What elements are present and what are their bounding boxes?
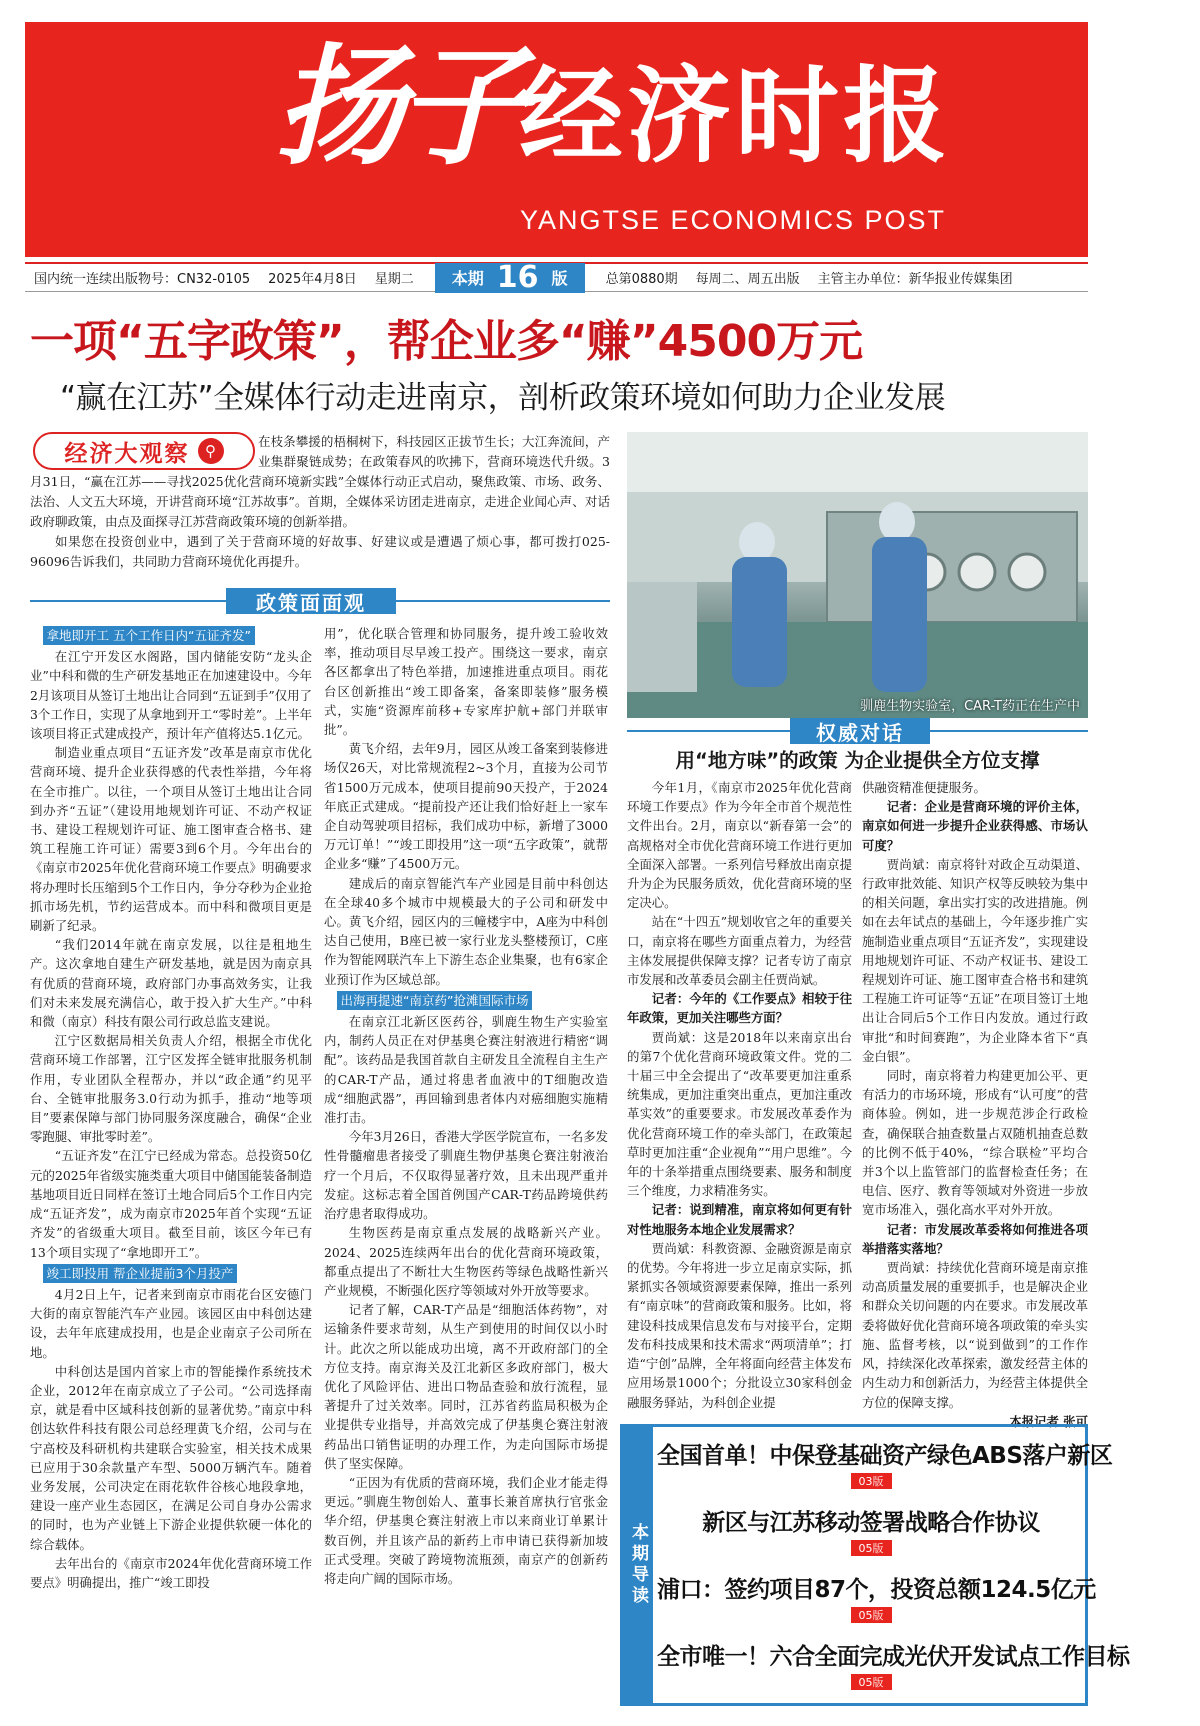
interview-answer: 贾尚斌：持续优化营商环境是南京推动高质量发展的重要抓手，也是解决企业和群众关切问题的内在要求。市发展改革委将做好优化营商环境各项政策的牵头实施、监督考核，以“说到做到”的工作作风，持续深化改革探索，激发经营主体的内生动力和创新活力，为经营主体提供全方位的保障支撑。 (862, 1260, 1088, 1410)
guide-page-tag: 05版 (851, 1607, 892, 1623)
interview-answer: 贾尚斌：科教资源、金融资源是南京的优势。今年将进一步立足南京实际，抓紧抓实各领域资源要素保障，推出一系列有“南京味”的营商政策和服务。比如，将建设科技成果信息发布与对接平台，定期发布科技成果和技术需求“两项清单”；打造“宁创”品牌，全年将面向经营主体发布应用场景1000个；分批设立30家科创金融服务驿站，为科创企业提 (627, 1240, 852, 1410)
interview-paragraph: 今年1月，《南京市2025年优化营商环境工作要点》作为今年全市首个规范性文件出台。2月，南京以“新春第一会”的高规格对全市优化营商环境工作进行更加全面深入部署。一系列信号释放出南京提升为企为民服务质效，优化营商环境的坚定决心。 (627, 780, 852, 911)
article-paragraph: 记者了解，CAR-T产品是“细胞活体药物”，对运输条件要求苛刻，从生产到使用的时间仅以小时计。此次之所以能成功出境，离不开政府部门的全方位支持。南京海关及江北新区多政府部门，极大优化了风险评估、进出口物品查验和放行流程，显著提升了过关效率。同时，江苏省药监局积极为企业提供专业指导，并高效完成了伊基奥仑赛注射液药品出口销售证明的办理工作，为走向国际市场提供了坚实保障。 (324, 1302, 608, 1471)
guide-page-tag: 05版 (851, 1674, 892, 1690)
interview-answer: 贾尚斌：南京将针对政企互动渠道、行政审批效能、知识产权等反映较为集中的相关问题，拿出实打实的改进措施。例如在去年试点的基础上，今年逐步推广实施制造业重点项目“五证齐发”，实现建设用地规划许可证、不动产权证书、建设工程规划许可证、施工图审查合格书和建筑工程施工许可证等“五证”在项目签订土地出让合同后5个工作日内发放。通过行政审批“和时间赛跑”，为企业降本省下“真金白银”。 (862, 856, 1088, 1064)
newspaper-logo: 扬子经济时报 (275, 30, 952, 183)
section-banner-policy: 政策面面观 (226, 588, 396, 614)
guide-tab: 本期导读 (623, 1427, 653, 1703)
article-paragraph: 4月2日上午，记者来到南京市雨花台区安德门大街的南京智能汽车产业园。该园区由中科创达建设，去年年底建成投用，也是企业南京子公司所在地。 (30, 1286, 312, 1360)
article-paragraph: 建成后的南京智能汽车产业园是目前中科创达在全球40多个城市中规模最大的子公司和研发中心。黄飞介绍，园区内的三幢楼宇中，A座为中科创达自己使用，B座已被一家行业龙头整楼预订，C座作为智能网联汽车上下游生态企业集聚，也有6家企业预订作为区域总部。 (324, 875, 608, 987)
article-paragraph: “正因为有优质的营商环境，我们企业才能走得更远。”驯鹿生物创始人、董事长兼首席执行官张金华介绍，伊基奥仑赛注射液上市以来商业订单累计数百例，并且该产品的新药上市申请已获得新加坡正式受理。突破了跨境物流瓶颈，南京产的创新药将走向广阔的国际市场。 (324, 1474, 608, 1586)
article-paragraph: 黄飞介绍，去年9月，园区从竣工备案到装修进场仅26天，对比常规流程2~3个月，直接为公司节省1500万元成本，使项目提前90天投产，于2024年底正式建成。“提前投产还让我们恰好赶上一家车企自动驾驶项目招标，我们成功中标，新增了3000万元订单！”“竣工即投用”这一项“五字政策”，就帮企业多“赚”了4500万元。 (324, 741, 608, 872)
interview-paragraph: 供融资精准便捷服务。 (862, 780, 986, 795)
interview-column-2 (862, 778, 1088, 1429)
frequency: 每周二、周五出版 (695, 272, 800, 287)
issue-total: 总第0880期 (605, 272, 678, 287)
intro-paragraph: 在枝条攀援的梧桐树下，科技园区正拔节生长；大江奔流间，产业集群聚链成势；在政策春风的吹拂下，营商环境迭代升级。3月31日，“赢在江苏——寻找2025优化营商环境新实践”全媒体行动正式启动，聚焦政策、市场、政务、法治、人文五大环境，开讲营商环境“江苏故事”。首期，全媒体采访团走进南京，走进企业闻心声、对话政府聊政策，由点及面探寻江苏营商政策环境的创新举措。 (30, 434, 610, 529)
article-paragraph: 江宁区数据局相关负责人介绍，根据全市优化营商环境工作部署，江宁区发挥全链审批服务机制作用，专业团队全程帮办，并以“政企通”约见平台、全链审批服务3.0行动为抓手，推动“地等项目”要素保障与部门协同服务深度融合，确保“企业零跑腿、审批零时差”。 (30, 1033, 312, 1145)
article-paragraph: 生物医药是南京重点发展的战略新兴产业。2024、2025连续两年出台的优化营商环境政策，都重点提出了不断壮大生物医药等绿色战略性新兴产业规模，不断强化医疗等领域对外开放等要求。 (324, 1225, 608, 1298)
article-subtitle: 竣工即投用 帮企业提前3个月投产 (43, 1264, 238, 1283)
guide-headline: 新区与江苏移动签署战略合作协议 (702, 1510, 1040, 1536)
interview-question: 记者：今年的《工作要点》相较于往年政策，更加关注哪些方面？ (627, 991, 852, 1026)
guide-headline: 全市唯一！六合全面完成光伏开发试点工作目标 (657, 1644, 1130, 1670)
page-count-box: 本期 16 版 (435, 263, 585, 293)
interview-paragraph: 站在“十四五”规划收官之年的重要关口，南京将在哪些方面重点着力，为经营主体发展提供保障支撑？记者专访了南京市发展和改革委员会副主任贾尚斌。 (627, 914, 852, 988)
article-paragraph: 今年3月26日，香港大学医学院宣布，一名多发性骨髓瘤患者接受了驯鹿生物伊基奥仑赛注射液治疗一个月后，不仅取得显著疗效，且未出现严重并发症。这标志着全国首例国产CAR-T药品跨境供药治疗患者取得成功。 (324, 1129, 608, 1222)
lab-photo-illustration (627, 432, 1088, 718)
weekday: 星期二 (374, 272, 414, 287)
interview-question: 记者：说到精准，南京将如何更有针对性地服务本地企业发展需求？ (627, 1202, 852, 1237)
section-banner-authority: 权威对话 (790, 718, 930, 744)
intro-paragraph: 如果您在投资创业中，遇到了关于营商环境的好故事、好建议或是遭遇了烦心事，都可拨打025-96096告诉我们，共同助力营商环境优化再提升。 (30, 534, 610, 569)
search-icon: ⚲ (198, 438, 224, 464)
article-paragraph: 制造业重点项目“五证齐发”改革是南京市优化营商环境、提升企业获得感的代表性举措，今年将在全市推广。以往，一个项目从签订土地出让合同到办齐“五证”（建设用地规划许可证、不动产权证书、建设工程规划许可证、施工图审查合格书、建筑工程施工许可证）需要3到6个月。今年出台的《南京市2025年优化营商环境工作要点》明确要求将办理时长压缩到5个工作日内，争分夺秒为企业抢抓市场先机，节约运营成本。而中科和微项目更是刷新了纪录。 (30, 745, 312, 934)
article-column-1 (30, 624, 312, 1714)
article-paragraph: “我们2014年就在南京发展，以往是租地生产。这次拿地自建生产研发基地，就是因为南京具有优质的营商环境，政府部门办事高效务实，让我们对未来发展充满信心，敢于投入扩大生产。”中科和微（南京）科技有限公司行政总监支建说。 (30, 937, 312, 1030)
guide-headline: 浦口：签约项目87个，投资总额124.5亿元 (657, 1577, 1096, 1603)
main-headline: 一项“五字政策”，帮企业多“赚”4500万元 (30, 316, 863, 367)
interview-column-1 (627, 778, 852, 1418)
guide-headline: 全国首单！中保登基础资产绿色ABS落户新区 (657, 1443, 1113, 1469)
interview-paragraph: 同时，南京将着力构建更加公平、更有活力的市场环境，形成有“认可度”的营商体验。例如，进一步规范涉企行政检查，确保联合抽查数量占双随机抽查总数的比例不低于40%，“综合联检”平均合并3个以上监管部门的监督检查任务；在电信、医疗、教育等领域对外资进一步放宽市场准入，强化高水平对外开放。 (862, 1068, 1088, 1218)
interview-question: 记者：市发展改革委将如何推进各项举措落实落地？ (862, 1221, 1088, 1256)
article-paragraph: 中科创达是国内首家上市的智能操作系统技术企业，2012年在南京成立了子公司。“公司选择南京，就是看中区域科技创新的显著优势。”南京中科创达软件科技有限公司总经理黄飞介绍，公司与在宁高校及科研机构共建联合实验室，相关技术成果已应用于30余款量产车型、5000万辆汽车。随着业务发展，公司决定在雨花软件谷核心地段拿地，建设一座产业生态园区，在满足公司自身办公需求的同时，也为产业链上下游企业提供软硬一体化的综合载体。 (30, 1363, 312, 1552)
article-paragraph: 用”，优化联合管理和协同服务，提升竣工验收效率，推动项目尽早竣工投产。围绕这一要求，南京各区都拿出了特色举措，加速推进重点项目。雨花台区创新推出“竣工即备案，备案即装修”服务模式，实施“资源库前移+专家库护航+部门并联审批”。 (324, 626, 608, 738)
guide-item[interactable] (657, 1571, 1096, 1623)
article-paragraph: 去年出台的《南京市2024年优化营商环境工作要点》明确提出，推广“竣工即投 (30, 1555, 312, 1590)
interview-question: 记者：企业是营商环境的评价主体，南京如何进一步提升企业获得感、市场认可度？ (862, 799, 1088, 853)
sponsor: 主管主办单位：新华报业传媒集团 (817, 272, 1013, 287)
column-badge-label: 经济大观察 (64, 440, 190, 467)
issue-date: 2025年4月8日 (268, 272, 357, 287)
article-paragraph: “五证齐发”在江宁已经成为常态。总投资50亿元的2025年省级实施类重大项目中储国能装备制造基地项目近日同样在签订土地合同后5个工作日内完成“五证齐发”，成为南京市2025年首个实现“五证齐发”的省级重大项目。截至目前，该区今年已有13个项目实现了“拿地即开工”。 (30, 1148, 312, 1260)
column-badge (33, 432, 255, 470)
byline: 本报记者 张可 (1009, 1413, 1088, 1429)
photo-caption: 驯鹿生物实验室，CAR-T药正在生产中 (860, 699, 1080, 714)
issue-info-bar (25, 260, 1088, 295)
guide-page-tag: 03版 (851, 1473, 892, 1489)
sub-headline: “赢在江苏”全媒体行动走进南京，剖析政策环境如何助力企业发展 (60, 380, 946, 416)
article-subtitle: 拿地即开工 五个工作日内“五证齐发” (43, 626, 255, 645)
interview-title: 用“地方味”的政策 为企业提供全方位支撑 (675, 749, 1040, 772)
lab-photo (627, 432, 1088, 718)
publication-number: 国内统一连续出版物号：CN32-0105 (34, 272, 251, 287)
masthead (25, 22, 1088, 257)
guide-item[interactable] (657, 1504, 1085, 1556)
guide-item[interactable] (657, 1437, 1113, 1489)
issue-guide-box (620, 1424, 1130, 1706)
interview-answer: 贾尚斌：这是2018年以来南京出台的第7个优化营商环境政策文件。党的二十届三中全会提出了“改革要更加注重系统集成，更加注重突出重点，更加注重改革实效”的重要要求。市发展改革委作为优化营商环境工作的牵头部门，在政策起草时更加注重“企业视角”“用户思维”。今年的十条举措重点围绕要素、服务和制度三个维度，力求精准务实。 (627, 1029, 852, 1199)
guide-page-tag: 05版 (851, 1540, 892, 1556)
guide-item[interactable] (657, 1638, 1130, 1690)
article-paragraph: 在江宁开发区水阁路，国内储能安防“龙头企业”中科和微的生产研发基地正在加速建设中。今年2月该项目从签订土地出让合同到“五证到手”仅用了3个工作日，实现了从拿地到开工“零时差”。上半年该项目将正式建成投产，预计年产值将达5.1亿元。 (30, 649, 312, 742)
newspaper-english-name: YANGTSE ECONOMICS POST (520, 205, 947, 235)
article-column-2 (324, 624, 608, 1714)
article-subtitle: 出海再提速“南京药”抢滩国际市场 (337, 991, 533, 1010)
article-paragraph: 在南京江北新区医药谷，驯鹿生物生产实验室内，制药人员正在对伊基奥仑赛注射液进行精密“调配”。该药品是我国首款自主研发且全流程自主生产的CAR-T产品，通过将患者血液中的T细胞改造成“细胞武器”，再回输到患者体内对癌细胞实施精准打击。 (324, 1014, 608, 1126)
